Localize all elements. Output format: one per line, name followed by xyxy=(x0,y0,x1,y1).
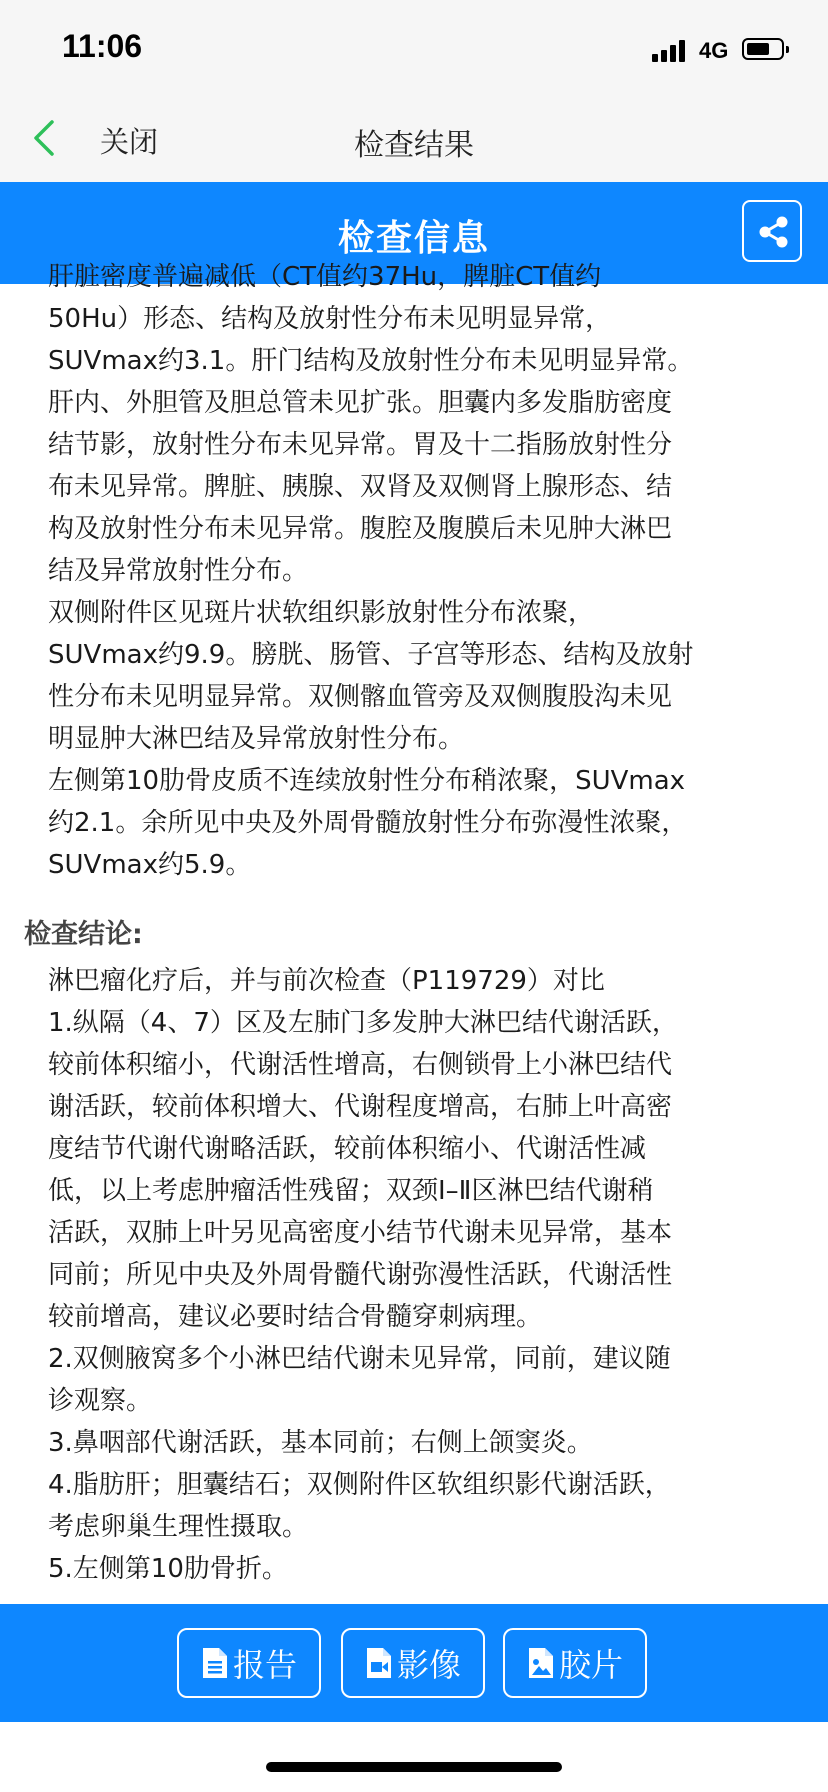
image-button[interactable] xyxy=(341,1628,485,1698)
conclusion-line: 诊观察。 xyxy=(48,1386,153,1416)
conclusion-line: 2.双侧腋窝多个小淋巴结代谢未见异常，同前，建议随 xyxy=(48,1344,671,1374)
findings-line: 性分布未见明显异常。双侧髂血管旁及双侧腹股沟未见 xyxy=(48,682,673,712)
film-button[interactable] xyxy=(503,1628,647,1698)
conclusion-line: 同前；所见中央及外周骨髓代谢弥漫性活跃，代谢活性 xyxy=(48,1260,673,1290)
findings-line: SUVmax约5.9。 xyxy=(48,850,252,880)
findings-line: 左侧第10肋骨皮质不连续放射性分布稍浓聚，SUVmax xyxy=(48,766,686,796)
report-button-label: 报告 xyxy=(232,1646,297,1684)
conclusion-line: 较前体积缩小，代谢活性增高，右侧锁骨上小淋巴结代 xyxy=(48,1050,673,1080)
findings-line: 结及异常放射性分布。 xyxy=(48,556,309,586)
findings-line: 双侧附件区见斑片状软组织影放射性分布浓聚， xyxy=(48,598,595,628)
close-button[interactable]: 关闭 xyxy=(100,125,159,159)
conclusion-text xyxy=(48,960,793,1590)
findings-line: 结节影，放射性分布未见异常。胃及十二指肠放射性分 xyxy=(48,430,673,460)
conclusion-line: 4.脂肪肝；胆囊结石；双侧附件区软组织影代谢活跃， xyxy=(48,1470,671,1500)
report-button[interactable] xyxy=(177,1628,321,1698)
conclusion-line: 淋巴瘤化疗后，并与前次检查（P119729）对比 xyxy=(48,966,605,996)
share-icon xyxy=(757,215,791,249)
findings-text xyxy=(48,256,793,886)
findings-line: SUVmax约9.9。膀胱、肠管、子宫等形态、结构及放射 xyxy=(48,640,694,670)
findings-line: 肝脏密度普遍减低（CT值约37Hu，脾脏CT值约 xyxy=(48,262,602,292)
conclusion-line: 考虑卵巢生理性摄取。 xyxy=(48,1512,309,1542)
image-button-label: 影像 xyxy=(396,1646,461,1684)
findings-line: 布未见异常。脾脏、胰腺、双肾及双侧肾上腺形态、结 xyxy=(48,472,673,502)
conclusion-line: 5.左侧第10肋骨折。 xyxy=(48,1554,288,1584)
findings-line: 50Hu）形态、结构及放射性分布未见明显异常， xyxy=(48,304,612,334)
signal-icon xyxy=(652,38,692,62)
findings-line: SUVmax约3.1。肝门结构及放射性分布未见明显异常。 xyxy=(48,346,694,376)
page-title: 检查结果 xyxy=(354,128,474,163)
status-time: 11:06 xyxy=(62,28,143,64)
conclusion-line: 低，以上考虑肿瘤活性残留；双颈Ⅰ–Ⅱ区淋巴结代谢稍 xyxy=(48,1176,654,1206)
picture-file-icon xyxy=(527,1646,555,1680)
section-title: 检查信息 xyxy=(337,218,490,259)
video-file-icon xyxy=(365,1646,393,1680)
findings-line: 肝内、外胆管及胆总管未见扩张。胆囊内多发脂肪密度 xyxy=(48,388,673,418)
home-indicator[interactable] xyxy=(266,1762,562,1772)
status-bar xyxy=(0,0,828,96)
conclusion-line: 1.纵隔（4、7）区及左肺门多发肿大淋巴结代谢活跃， xyxy=(48,1008,678,1038)
findings-line: 约2.1。余所见中央及外周骨髓放射性分布弥漫性浓聚， xyxy=(48,808,688,838)
conclusion-line: 度结节代谢代谢略活跃，较前体积缩小、代谢活性减 xyxy=(48,1134,647,1164)
conclusion-line: 较前增高，建议必要时结合骨髓穿刺病理。 xyxy=(48,1302,543,1332)
share-button[interactable] xyxy=(742,200,802,262)
findings-line: 构及放射性分布未见异常。腹腔及腹膜后未见肿大淋巴 xyxy=(48,514,673,544)
conclusion-line: 谢活跃，较前体积增大、代谢程度增高，右肺上叶高密 xyxy=(48,1092,673,1122)
document-icon xyxy=(201,1646,229,1680)
back-chevron-icon[interactable] xyxy=(30,118,64,158)
conclusion-heading: 检查结论: xyxy=(24,919,143,950)
network-type: 4G xyxy=(699,38,729,63)
bottom-action-bar xyxy=(0,1604,828,1722)
battery-icon xyxy=(742,38,784,60)
conclusion-line: 活跃，双肺上叶另见高密度小结节代谢未见异常，基本 xyxy=(48,1218,673,1248)
nav-bar xyxy=(0,96,828,182)
report-content[interactable] xyxy=(0,262,828,1604)
film-button-label: 胶片 xyxy=(558,1646,623,1684)
findings-line: 明显肿大淋巴结及异常放射性分布。 xyxy=(48,724,465,754)
conclusion-line: 3.鼻咽部代谢活跃，基本同前；右侧上颌窦炎。 xyxy=(48,1428,593,1458)
